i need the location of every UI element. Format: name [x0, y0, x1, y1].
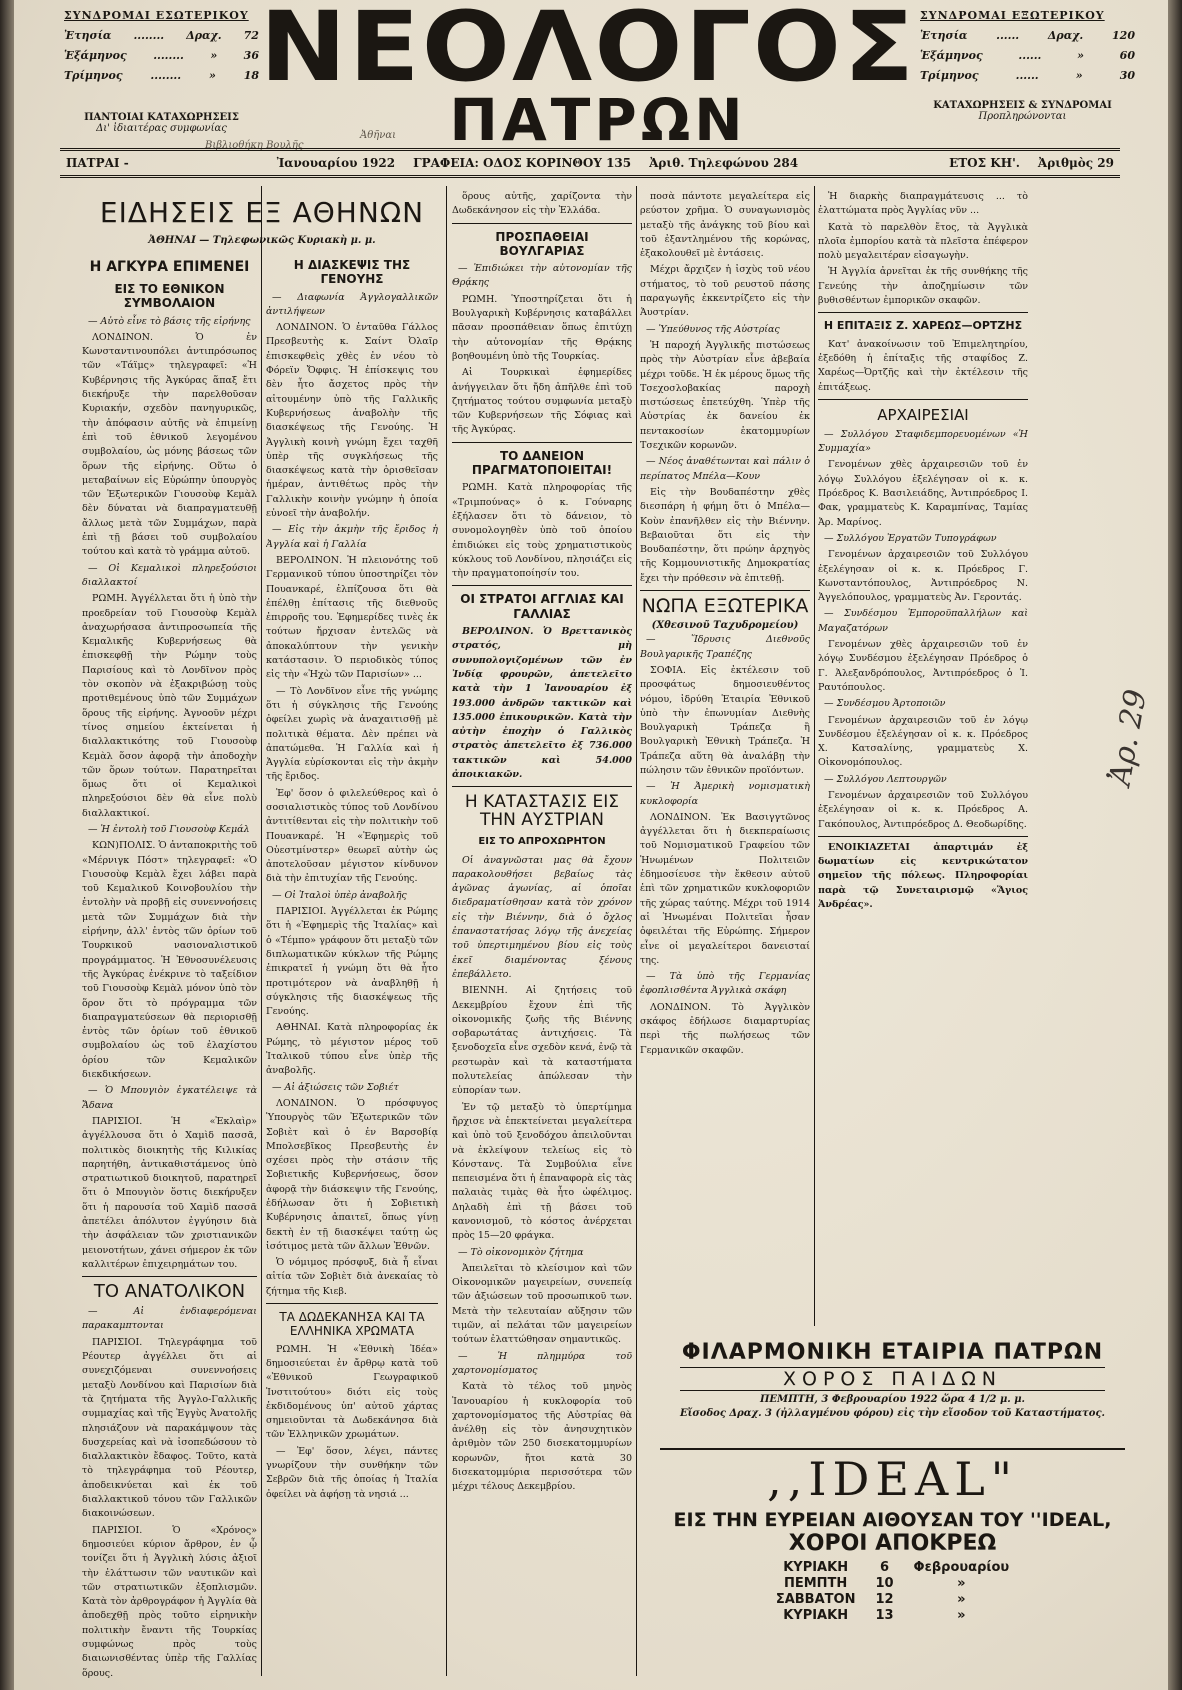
- schedule-row: ΚΥΡΙΑΚΗ 13 »: [783, 1608, 966, 1623]
- headline: Η ΑΓΚΥΡΑ ΕΠΙΜΕΝΕΙ: [89, 259, 250, 275]
- athens-news-header: [82, 190, 442, 248]
- notice-org: ΦΙΛΑΡΜΟΝΙΚΗ ΕΤΑΙΡΙΑ ΠΑΤΡΩΝ: [681, 1340, 1104, 1365]
- column-rule: [814, 186, 815, 1326]
- headline: Η ΚΑΤΑΣΤΑΣΙΣ ΕΙΣ ΤΗΝ ΑΥΣΤΡΙΑΝ: [464, 792, 620, 831]
- library-stamp: Βιβλιοθήκη Βουλῆς: [205, 140, 304, 151]
- article-paragraph: Αἱ Τουρκικαὶ ἐφημερίδες ἀνήγγειλαν ὅτι ἤδη ἀπῆλθε ἐπὶ τοῦ ζητήματος τούτου συμφωνία μεταξὺ τῶν Κυβερνήσεων τῆς Σόφιας καὶ τῆς Ἀγκύρας.: [452, 367, 632, 436]
- headline: ΝΩΠΑ ΕΞΩΤΕΡΙΚΑ: [641, 595, 809, 618]
- article-paragraph: Κατὰ τὸ τέλος τοῦ μηνὸς Ἰανουαρίου ἡ κυκλοφορία τοῦ χαρτονομίσματος τῆς Αὐστρίας θὰ ἀνέλθῃ εἰς τὸν ἀνησυχητικὸν ἀριθμὸν τῶν 250 δισεκατομμυρίων κορωνῶν, ἤτοι κατὰ 30 δισεκατομμύρια περισσότερα τῶν μέχρι τέλους Δεκεμβρίου.: [452, 1381, 632, 1493]
- ideal-advertisement: [660, 1448, 1125, 1624]
- schedule-row: ΚΥΡΙΑΚΗ 6 Φεβρουαρίου: [783, 1560, 1010, 1575]
- article-paragraph: ΡΩΜΗ. Κατὰ πληροφορίας τῆς «Τριμπούνας» ὁ κ. Γούναρης ἐξήλασεν ὅτι τὸ δάνειον, τὸ συνομολογηθὲν ὑπὸ τοῦ ὁποίου ἐπιδιώκει εἰς τοὺς χρηματιστικοὺς κύκλους τοῦ Λονδίνου, πλησιάζει εἰς τὴν πραγματοποίησίν του.: [452, 482, 632, 580]
- article-paragraph: Εἰς τὴν Βουδαπέστην χθὲς διεσπάρη ἡ φήμη ὅτι ὁ Μπέλα—Κοὺν ἐπανῆλθεν εἰς τὴν Βιέννην. Βεβαιοῦται ὅτι εἰς τὴν Βουδαπέστην, ὅτι πρώην ἀρχηγὸς τῆς Κομμουνιστικῆς Δημοκρατίας ἔχει τὴν πρόθεσιν νὰ ἐπιτεθῇ.: [640, 486, 810, 584]
- ads-note-left: ΠΑΝΤΟΙΑΙ ΚΑΤΑΧΩΡΗΣΕΙΣ Δι' ἰδιαιτέρας συμφωνίας: [84, 112, 239, 134]
- column-3: ὅρους αὐτῆς, χαρίζοντα τὴν Δωδεκάνησον εἰς τὴν Ἑλλάδα. ΠΡΟΣΠΑΘΕΙΑΙ ΒΟΥΛΓΑΡΙΑΣ — Ἐπιδιώκει τὴν αὐτονομίαν τῆς Θρᾴκης ΡΩΜΗ. Ὑποστηρίζεται ὅτι ἡ Βουλγαρικὴ Κυβέρνησις καταβάλλει πᾶσαν προσπάθειαν ὅπως ἐπιτύχῃ τὴν αὐτονομίαν τῆς Θρᾴκης βοηθουμένη ὑπὸ τῆς Τουρκίας. Αἱ Τουρκικαὶ ἐφημερίδες ἀνήγγειλαν ὅτι ἤδη ἀπῆλθε ἐπὶ τοῦ ζητήματος τούτου συμφωνία μεταξὺ τῶν Κυβερνήσεων τῆς Σόφιας καὶ τῆς Ἀγκύρας. ΤΟ ΔΑΝΕΙΟΝ ΠΡΑΓΜΑΤΟΠΟΙΕΙΤΑΙ! ΡΩΜΗ. Κατὰ πληροφορίας τῆς «Τριμπούνας» ὁ κ. Γούναρης ἐξήλασεν ὅτι τὸ δάνειον, τὸ συνομολογηθὲν ὑπὸ τοῦ ὁποίου ἐπιδιώκει εἰς τοὺς χρηματιστικοὺς κύκλους τοῦ Λονδίνου, πλησιάζει εἰς τὴν πραγματοποίησίν του. ΟΙ ΣΤΡΑΤΟΙ ΑΓΓΛΙΑΣ ΚΑΙ ΓΑΛΛΙΑΣ ΒΕΡΟΛΙΝΟΝ. Ὁ Βρεττανικὸς στρατός, μὴ συνυπολογιζομένων τῶν ἐν Ἰνδίᾳ φρουρῶν, ἀπετελεῖτο κατὰ τὴν 1 Ἰανουαρίου ἐξ 193.000 ἀνδρῶν τακτικῶν καὶ 135.000 ἐπικουρικῶν. Κατὰ τὴν αὐτὴν ἐποχὴν ὁ Γαλλικὸς στρατὸς ἀπετελεῖτο ἐξ 736.000 τακτικῶν καὶ 54.000 ἀποικιακῶν. Η ΚΑΤΑΣΤΑΣΙΣ ΕΙΣ ΤΗΝ ΑΥΣΤΡΙΑΝ ΕΙΣ ΤΟ ΑΠΡΟΧΩΡΗΤΟΝ Οἱ ἀναγνῶσται μας θὰ ἔχουν παρακολουθήσει βεβαίως τὰς ἀγῶνας ἀγωνίας, αἱ ὁποῖαι διεδραματίσθησαν κατὰ τὸν χρόνον εἰς τὴν Βιέννην, διὰ ὁ ὄχλος ἐπαναστατήσας λόγῳ τῆς ἀνεχείας τοῦ ὑπερτιμημένου βίου εἰς τοὺς ἐκεῖ διαμένοντας ξένους ἐπεβάλλετο. ΒΙΕΝΝΗ. Αἱ ζητήσεις τοῦ Δεκεμβρίου ἔχουν ἐπὶ τῆς οἰκονομικῆς ζωῆς τῆς Βιέννης σοβαρωτάτας ἀντιχήσεις. Τὰ ξενοδοχεῖα εἶνε σχεδὸν κενά, ἐνῷ τὰ ρεστωρὰν καὶ τὰ καταστήματα πολυτελείας ἀπώλεσαν τὴν εὐπορίαν των. Ἐν τῷ μεταξὺ τὸ ὑπερτίμημα ἤρχισε νὰ ἐπεκτείνεται μεγαλείτερα καὶ ὑπὸ τοῦ ξενοδόχου ἀπειλοῦνται νὰ ἐκλείψουν τελείως εἰς τὸ Κόνστανς. Τὰ Συμβούλια εἶνε πεπεισμένα ὅτι ἡ ἐπαναφορὰ εἰς τὰς παλαιὰς τιμὰς θὰ ἦτο ὠφέλιμος. Δηλαδὴ ἐπὶ τῇ βάσει τοῦ κανονισμοῦ, τὸ κόστος ἀνέρχεται πρὸς 15—20 φράγκα. — Τὸ οἰκονομικὸν ζήτημα Ἀπειλεῖται τὸ κλείσιμον καὶ τῶν Οἰκονομικῶν μαγειρείων, συνεπείᾳ τῶν ἀξιώσεων τοῦ προσωπικοῦ των. Μετὰ τὴν τελευταίαν αὔξησιν τῶν τιμῶν, αἱ πελάται τῶν μαγειρείων τούτων ἐλαττώθησαν σημαντικῶς. — Ἡ πλημμύρα τοῦ χαρτονομίσματος Κατὰ τὸ τέλος τοῦ μηνὸς Ἰανουαρίου ἡ κυκλοφορία τοῦ χαρτονομίσματος τῆς Αὐστρίας θὰ ἀνέλθῃ εἰς τὸν ἀνησυχητικὸν ἀριθμὸν τῶν 250 δισεκατομμυρίων κορωνῶν, ἤτοι κατὰ 30 δισεκατομμύρια περισσότερα τῶν μέχρι τέλους Δεκεμβρίου.: [452, 190, 632, 1497]
- ideal-schedule: [766, 1560, 1019, 1624]
- headline: ΑΡΧΑΙΡΕΣΙΑΙ: [877, 405, 969, 424]
- dateline-phone: Ἀριθ. Τηλεφώνου 284: [649, 156, 799, 170]
- ideal-line: ΕΙΣ ΤΗΝ ΕΥΡΕΙΑΝ ΑΙΘΟΥΣΑΝ ΤΟΥ ''IDEAL,: [673, 1509, 1112, 1531]
- headline: ΟΙ ΣΤΡΑΤΟΙ ΑΓΓΛΙΑΣ ΚΑΙ ΓΑΛΛΙΑΣ: [460, 592, 624, 621]
- article-paragraph: Μέχρι ἄρχιζεν ἡ ἰσχὺς τοῦ νέου στήματος, τὸ τοῦ ρευστοῦ πάσης παραγωγῆς ἐκκεντρίζετο εἰς τὴν Ἀυστρίαν.: [640, 264, 810, 319]
- schedule-row: ΠΕΜΠΤΗ 10 »: [783, 1576, 966, 1591]
- dateline-offices: ΓΡΑΦΕΙΑ: ΟΔΟΣ ΚΟΡΙΝΘΟΥ 135: [413, 156, 632, 170]
- notice-line: ΠΕΜΠΤΗ, 3 Φεβρουαρίου 1922 ὥρα 4 1/2 μ. μ.: [759, 1394, 1026, 1405]
- article-paragraph: — Ἐφ' ὅσον, λέγει, πάντες γνωρίζουν τὴν συνθήκην τῶν Σεβρῶν διὰ τῆς ὁποίας ἡ Ἰταλία ὀφείλει νὰ ἀφήσῃ τὰ νησιά ...: [266, 1445, 438, 1500]
- article-paragraph: ΛΟΝΔΙΝΟΝ. Ὁ πρόσφυγος Ὑπουργὸς τῶν Ἐξωτερικῶν τῶν Σοβιὲτ καὶ ὁ ἐν Βαρσοβίᾳ Μπολσεβῖκος Πρεσβευτὴς ἐν σχέσει πρὸς τὴν στάσιν τῆς Σοβιετικῆς Κυβερνήσεως, ὅσον ἀφορᾷ τὴν διάσκεψιν τῆς Γενούης, ἐδήλωσαν ὅτι ἡ Σοβιετικὴ Κυβέρνησις ἀπαιτεῖ, ὅπως γίνῃ δεκτὴ ἐν τῇ διασκέψει ταύτῃ ὡς ἰσότιμος μετὰ τῶν ἄλλων Ἐθνῶν.: [266, 1097, 438, 1252]
- article-paragraph: Ἐφ' ὅσον ὁ φιλελεύθερος καὶ ὁ σοσιαλιστικὸς τύπος τοῦ Λονδίνου ἀντιτίθενται εἰς τὴν πολιτικὴν τοῦ Πουανκαρέ. Ἡ «Ἐφημερὶς τοῦ Οὐεστμίνστερ» θεωρεῖ αὐτὴν ὡς ἀποτελοῦσαν μέγιστον κίνδυνον διὰ τὴν ἐπιτυχίαν τῆς Γενούης.: [266, 787, 438, 885]
- newspaper-subtitle: ΠΑΤΡΩΝ: [449, 86, 747, 154]
- dateline-date: Ἰανουαρίου 1922: [276, 156, 396, 170]
- notice-event: ΧΟΡΟΣ ΠΑΙΔΩΝ: [680, 1367, 1105, 1391]
- article-paragraph: Ἡ Ἀγγλία ἀρνεῖται ἐκ τῆς συνθήκης τῆς Γενεύης τὴν ἀποζημίωσιν τῶν βυθισθέντων ἐμπορικῶν σκαφῶν.: [818, 266, 1028, 307]
- article-paragraph: ποσὰ πάντοτε μεγαλείτερα εἰς ρεύστον χρῆμα. Ὁ συναγωνισμὸς μεταξὺ τῆς ἀνάγκης τοῦ βίου καὶ τοῦ ἐξαντλημένου τῆς κορώνας, ἐξακολουθεῖ μὲ ἐντάσεις.: [640, 191, 810, 260]
- subscription-row: Τρίμηνος ...... » 30: [920, 69, 1135, 82]
- article-paragraph: ΒΕΡΟΛΙΝΟΝ. Ἡ πλειονότης τοῦ Γερμανικοῦ τύπου ὑποστηρίζει τὸν Πουανκαρέ, ἐλπίζουσα ὅτι θὰ ἐπέλθῃ ἐπίτασις τῆς διεθνοῦς ἐπιρροῆς του. Ἐφημερίδες τινὲς ἐκ τούτων ἤρχισαν ἐντελῶς νὰ ἀποκαλύπτουν τὴν γενικὴν κατάστασιν. Ὁ περιοδικὸς τύπος εἰς τὴν «Ἡχὼ τῶν Παρισίων» ...: [266, 554, 438, 681]
- column-rule: [261, 186, 262, 1676]
- library-stamp-city: Ἀθῆναι: [360, 130, 396, 141]
- article-paragraph: Ἐν τῷ μεταξὺ τὸ ὑπερτίμημα ἤρχισε νὰ ἐπεκτείνεται μεγαλείτερα καὶ ὑπὸ τοῦ ξενοδόχου ἀπειλοῦνται νὰ ἐκλείψουν τελείως εἰς τὸ Κόνστανς. Τὰ Συμβούλια εἶνε πεπεισμένα ὅτι ἡ ἐπαναφορὰ εἰς τὰς παλαιὰς τιμὰς θὰ ἦτο ὠφέλιμος. Δηλαδὴ ἐπὶ τῇ βάσει τοῦ κανονισμοῦ, τὸ κόστος ἀνέρχεται πρὸς 15—20 φράγκα.: [452, 1101, 632, 1242]
- article-paragraph: Γενομένων ἀρχαιρεσιῶν τοῦ ἐν λόγῳ Συνδέσμου ἐξελέγησαν οἱ κ. κ. Πρόεδρος Χ. Κατσαλίνης, γραμματεὺς Χ. Οἰκονομόπουλος.: [818, 714, 1028, 769]
- philharmonic-notice: [660, 1340, 1125, 1421]
- ads-note-right: ΚΑΤΑΧΩΡΗΣΕΙΣ & ΣΥΝΔΡΟΜΑΙ Προπληρώνονται: [933, 100, 1112, 122]
- article-paragraph: ΑΘΗΝΑΙ. Κατὰ πληροφορίας ἐκ Ρώμης, τὸ μέγιστον μέρος τοῦ Ἰταλικοῦ τύπου εἶνε ὑπὲρ τῆς ἀναβολῆς.: [266, 1022, 438, 1077]
- article-paragraph: Κατὰ τὸ παρελθὸν ἔτος, τὰ Ἀγγλικὰ πλοῖα ἐμπορίου κατὰ τὰ πλεῖστα ἐπέφερον πολὺ μεγαλειτέραν εἰσαγωγὴν.: [818, 221, 1028, 262]
- subscription-row: Ἑξάμηνος ...... » 60: [920, 49, 1135, 62]
- dateline-city: ΠΑΤΡΑΙ -: [66, 156, 129, 170]
- article-paragraph: ΒΕΡΟΛΙΝΟΝ. Ὁ Βρεττανικὸς στρατός, μὴ συνυπολογιζομένων τῶν ἐν Ἰνδίᾳ φρουρῶν, ἀπετελεῖτο κατὰ τὴν 1 Ἰανουαρίου ἐξ 193.000 ἀνδρῶν τακτικῶν καὶ 135.000 ἐπικουρικῶν. Κατὰ τὴν αὐτὴν ἐποχὴν ὁ Γαλλικὸς στρατὸς ἀπετελεῖτο ἐξ 736.000 τακτικῶν καὶ 54.000 ἀποικιακῶν.: [452, 626, 632, 780]
- article-paragraph: ΠΑΡΙΣΙΟΙ. Ὁ «Χρόνος» δημοσιεύει κύριον ἄρθρον, ἐν ᾧ τονίζει ὅτι ἡ Ἀγγλικὴ λύσις ἀξιοῖ τὴν ἐλάττωσιν τῶν ναυτικῶν καὶ τῶν στρατιωτικῶν ἐξοπλισμῶν. Κατὰ τὸν ἀρθρογράφον ἡ Ἀγγλία θὰ ἀποδεχθῇ πρὸς τοῦτο εἰρηνικὴν πολιτικὴν ἔναντι τῆς Τουρκίας συμφώνως πρὸς τοὺς διαιωνισθέντας ὑπὲρ τῆς Γαλλίας ὅρους.: [82, 1524, 257, 1679]
- article-paragraph: Ὁ νόμιμος πρόσφυξ, διὰ ἦ εἶναι αἰτία τῶν Σοβιὲτ διὰ ἀνεκαίας τὸ ζήτημα τῆς Κιεβ.: [266, 1257, 438, 1297]
- headline: ΤΟ ΔΑΝΕΙΟΝ ΠΡΑΓΜΑΤΟΠΟΙΕΙΤΑΙ!: [471, 448, 613, 478]
- article-paragraph: Γενομένων ἀρχαιρεσιῶν τοῦ Συλλόγου ἐξελέγησαν οἱ κ. κ. Πρόεδρος Α. Γακόπουλος, Ἀντιπρόεδρος Δ. Θεοδωρίδης.: [818, 789, 1028, 830]
- article-paragraph: ΚΩΝ)ΠΟΛΙΣ. Ὁ ἀνταποκριτὴς τοῦ «Μέρνιγκ Πόστ» τηλεγραφεῖ: «Ὁ Γιουσοὺφ Κεμὰλ ἔχει λάβει παρὰ τοῦ Κεμαλικοῦ Κοινοβουλίου τὴν ἐντολὴν νὰ προβῇ εἰς συνεννοήσεις μετὰ τῶν Συμμάχων διὰ τὴν εἰρήνην, ἀλλ' ἐντὸς τῶν ὁρίων τοῦ Τουρκικοῦ νασιοναλιστικοῦ προγράμματος. Ἡ Ἐθνοσυνέλευσις τῆς Ἀγκύρας ἐνέκρινε τὸ ταξείδιον τοῦ Γιουσοὺφ Κεμὰλ μόνον ὑπὸ τὸν ὅρον ὅτι τὸ πρόγραμμα τῶν διαπραγματεύσεων θὰ περιορισθῇ ἐντὸς τῶν ὁρίων τοῦ ἐθνικοῦ συμβολαίου ὡς τοῦ ἐλαχίστου ὁρίου τῶν Κεμαλικῶν διεκδικήσεων.: [82, 840, 257, 1081]
- article-paragraph: ΠΑΡΙΣΙΟΙ. Ἀγγέλλεται ἐκ Ρώμης ὅτι ἡ «Ἐφημερὶς τῆς Ἰταλίας» καὶ ὁ «Τέμπο» γράφουν ὅτι μεταξὺ τῶν διπλωματικῶν κύκλων τῆς Ρώμης ἐπικρατεῖ ἡ γνώμη ὅτι θὰ ἦτο προτιμότερον νὰ ἀναβληθῇ ἡ σύγκλησις τῆς διασκέψεως τῆς Γενούης.: [266, 906, 438, 1018]
- column-2: Η ΔΙΑΣΚΕΨΙΣ ΤΗΣ ΓΕΝΟΥΗΣ — Διαφωνία Ἀγγλογαλλικῶν ἀντιλήψεων ΛΟΝΔΙΝΟΝ. Ὁ ἐνταῦθα Γάλλος Πρεσβευτὴς κ. Σαίντ Ὀλαῖρ ἐπισκεφθεὶς χθὲς ἐν νέου τὸ Φόρεϊν Ὄφφις. Ἡ ἐπίσκεψις του δὲν ἦτο ἄσχετος πρὸς τὴν αἰτουμένην ὑπὸ τῆς Γαλλικῆς Κυβερνήσεως ἀναβολὴν τῆς διασκέψεως τῆς Γενούης. Ἡ Ἀγγλικὴ κοινὴ γνώμη ἔχει ταχθῆ ὑπὲρ τῆς συγκλήσεως τῆς διασκέψεως κατὰ τὴν ὁρισθεῖσαν ἡμέραν, ἀντιθέτως πρὸς τὴν Γαλλικὴν κοινὴν γνώμην ἡ ὁποία εὐνοεῖ τὴν ἀναβολήν. — Εἰς τὴν ἀκμὴν τῆς ἔριδος ἡ Ἀγγλία καὶ ἡ Γαλλία ΒΕΡΟΛΙΝΟΝ. Ἡ πλειονότης τοῦ Γερμανικοῦ τύπου ὑποστηρίζει τὸν Πουανκαρέ, ἐλπίζουσα ὅτι θὰ ἐπέλθῃ ἐπίτασις τῆς διεθνοῦς ἐπιρροῆς του. Ἐφημερίδες τινὲς ἐκ τούτων ἤρχισαν ἐντελῶς νὰ ἀποκαλύπτουν τὴν γενικὴν κατάστασιν. Ὁ περιοδικὸς τύπος εἰς τὴν «Ἡχὼ τῶν Παρισίων» ... — Τὸ Λονδῖνον εἶνε τῆς γνώμης ὅτι ἡ σύγκλησις τῆς Γενούης ὀφείλει χωρὶς νὰ ἀναχαιτισθῇ μὲ πολιτικὰ θέματα. Δὲν πρέπει νὰ ἀπατώμεθα. Ἡ Γαλλία καὶ ἡ Ἀγγλία εὑρίσκονται εἰς τὴν ἀκμὴν τῆς ἔριδος. Ἐφ' ὅσον ὁ φιλελεύθερος καὶ ὁ σοσιαλιστικὸς τύπος τοῦ Λονδίνου ἀντιτίθενται εἰς τὴν πολιτικὴν τοῦ Πουανκαρέ. Ἡ «Ἐφημερὶς τοῦ Οὐεστμίνστερ» θεωρεῖ αὐτὴν ὡς ἀποτελοῦσαν μέγιστον κίνδυνον διὰ τὴν ἐπιτυχίαν τῆς Γενούης. — Οἱ Ἰταλοὶ ὑπὲρ ἀναβολῆς ΠΑΡΙΣΙΟΙ. Ἀγγέλλεται ἐκ Ρώμης ὅτι ἡ «Ἐφημερὶς τῆς Ἰταλίας» καὶ ὁ «Τέμπο» γράφουν ὅτι μεταξὺ τῶν διπλωματικῶν κύκλων τῆς Ρώμης ἐπικρατεῖ ἡ γνώμη ὅτι θὰ ἦτο προτιμότερον νὰ ἀναβληθῇ ἡ σύγκλησις τῆς διασκέψεως τῆς Γενούης. ΑΘΗΝΑΙ. Κατὰ πληροφορίας ἐκ Ρώμης, τὸ μέγιστον μέρος τοῦ Ἰταλικοῦ τύπου εἶνε ὑπὲρ τῆς ἀναβολῆς. — Αἱ ἀξιώσεις τῶν Σοβιέτ ΛΟΝΔΙΝΟΝ. Ὁ πρόσφυγος Ὑπουργὸς τῶν Ἐξωτερικῶν τῶν Σοβιὲτ καὶ ὁ ἐν Βαρσοβίᾳ Μπολσεβῖκος Πρεσβευτὴς ἐν σχέσει πρὸς τὴν στάσιν τῆς Σοβιετικῆς Κυβερνήσεως, ὅσον ἀφορᾷ τὴν διάσκεψιν τῆς Γενούης, ἐδήλωσαν ὅτι ἡ Σοβιετικὴ Κυβέρνησις ἀπαιτεῖ, ὅπως γίνῃ δεκτὴ ἐν τῇ διασκέψει ταύτῃ ὡς ἰσότιμος μετὰ τῶν ἄλλων Ἐθνῶν. Ὁ νόμιμος πρόσφυξ, διὰ ἦ εἶναι αἰτία τῶν Σοβιὲτ διὰ ἀνεκαίας τὸ ζήτημα τῆς Κιεβ. ΤΑ ΔΩΔΕΚΑΝΗΣΑ ΚΑΙ ΤΑ ΕΛΛΗΝΙΚΑ ΧΡΩΜΑΤΑ ΡΩΜΗ. Ἡ «Ἐθνικὴ Ἰδέα» δημοσιεύεται ἐν ἄρθρῳ κατὰ τοῦ «Ἐθνικοῦ Γεωγραφικοῦ Ἰνστιτούτου» διότι εἰς τοὺς ἐκδιδομένους ὑπ' αὐτοῦ χάρτας σημειοῦνται τὰ Δωδεκάνησα διὰ τῶν Ἑλληνικῶν χρωμάτων. — Ἐφ' ὅσον, λέγει, πάντες γνωρίζουν τὴν συνθήκην τῶν Σεβρῶν διὰ τῆς ὁποίας ἡ Ἰταλία ὀφείλει νὰ ἀφήσῃ τὰ νησιά ...: [266, 252, 438, 1504]
- headline-sub: (Χθεσινοῦ Ταχυδρομείου): [651, 620, 799, 632]
- schedule-row: ΣΑΒΒΑΤΟΝ 12 »: [775, 1592, 966, 1607]
- page-edge-left: [0, 0, 14, 1690]
- column-rule: [636, 186, 637, 1676]
- dateline-year: ΕΤΟΣ ΚΗ'.: [949, 156, 1020, 170]
- article-paragraph: ΠΑΡΙΣΙΟΙ. Τηλεγράφημα τοῦ Ρέουτερ ἀγγέλλει ὅτι αἱ συνεχιζόμεναι συνεννοήσεις μεταξὺ Λονδίνου καὶ Παρισίων διὰ τὰ ζητήματα τῆς Ἀγγλο-Γαλλικῆς συμμαχίας καὶ τῆς Ἐγγὺς Ἀνατολῆς πλησιάζουν νὰ παρακάμψουν τὰς δυσχερείας καὶ νὰ ἰσοπεδώσουν τὸ διαλλακτικὸν ἔδαφος. Τοῦτο, κατὰ τὸ τηλεγράφημα τοῦ Ρέουτερ, ἀποδεικνύεται καὶ ἐκ τοῦ διαλλακτικοῦ τόνου τῶν Γαλλικῶν διακοινώσεων.: [82, 1336, 257, 1520]
- article-paragraph: ΛΟΝΔΙΝΟΝ. Ὁ ἐν Κωνσταντινουπόλει ἀντιπρόσωπος τῶν «Τάϊμς» τηλεγραφεῖ: «Ἡ Κυβέρνησις τῆς Ἀγκύρας ἅπαξ ἔτι διεκήρυξε τὴν παρελθοῦσαν Κυριακήν, σχεδὸν πανηγυρικῶς, τὴν ἀπόφασιν αὐτῆς νὰ ἐπιμείνῃ ἐπὶ τοῦ ἐθνικοῦ λεγομένου συμβολαίου, ὡς μόνης βάσεως τῶν ὅρων τῆς εἰρήνης. Οὕτω ὁ μεταβαίνων εἰς Εὐρώπην ὑπουργὸς τῶν Ἐξωτερικῶν Γιουσοὺφ Κεμὰλ δὲν δύναται νὰ διαπραγματευθῇ ἄλλως μετὰ τῶν Συμμάχων, παρὰ ἐπὶ τῇ βάσει τοῦ συμβολαίου τούτου καὶ κατὰ τὸ γράμμα αὐτοῦ.: [82, 331, 257, 558]
- article-paragraph: ΡΩΜΗ. Ἀγγέλλεται ὅτι ἡ ὑπὸ τὴν προεδρείαν τοῦ Γιουσοὺφ Κεμὰλ ἀναχωρήσασα ἀντιπροσωπεία τῆς Κεμαλικῆς Κυβερνήσεως θὰ ἐπισκεφθῇ τὴν Ρώμην τοὺς Παρισίους καὶ τὸ Λονδῖνον πρὸς τὸν σκοπὸν νὰ ἐξακριβώσῃ τοὺς προτιθεμένους ὑπὸ τῶν Συμμάχων ὅρους τῆς εἰρήνης. Ἀγνοοῦν μέχρι τίνος σημείου ἐκτείνεται ἡ διαλλακτικότης τοῦ Γιουσοὺφ Κεμὰλ ὅσον ἀφορᾷ τὴν ἀποδοχὴν τῶν ὅρων τούτων. Παρατηρεῖται ὅμως ὅτι οἱ Κεμαλικοὶ πληρεξούσιοι δὲν θὰ εἶνε πολὺ διαλλακτικοί.: [82, 593, 257, 819]
- article-paragraph: Ἡ διαρκὴς διαπραγμάτευσις ... τὸ ἐλαττώματα πρὸς Ἀγγλίας νῦν ...: [818, 191, 1028, 217]
- headline-sub: ΕΙΣ ΤΟ ΕΘΝΙΚΟΝ ΣΥΜΒΟΛΑΙΟΝ: [114, 282, 225, 311]
- ideal-name: ,,IDEAL": [767, 1452, 1018, 1506]
- article-paragraph: Κατ' ἀνακοίνωσιν τοῦ Ἐπιμελητηρίου, ἐξεδόθη ἡ ἐπίταξις τῆς σταφίδος Ζ. Χαρέως—Ὀρτζῆς καὶ τὴν ἐκτέλεσιν τῆς ἐπιτάξεως.: [818, 338, 1028, 393]
- notice-line: Εἴσοδος Δραχ. 3 (ἠλλαγμένου φόρου) εἰς τὴν εἴσοδον τοῦ Καταστήματος.: [679, 1408, 1106, 1419]
- article-paragraph: ΡΩΜΗ. Ἡ «Ἐθνικὴ Ἰδέα» δημοσιεύεται ἐν ἄρθρῳ κατὰ τοῦ «Ἐθνικοῦ Γεωγραφικοῦ Ἰνστιτούτου» διότι εἰς τοὺς ἐκδιδομένους ὑπ' αὐτοῦ χάρτας σημειοῦνται τὰ Δωδεκάνησα διὰ τῶν Ἑλληνικῶν χρωμάτων.: [266, 1343, 438, 1441]
- subscriptions-foreign-heading: ΣΥΝΔΡΟΜΑΙ ΕΞΩΤΕΡΙΚΟΥ: [920, 9, 1105, 22]
- article-paragraph: Γενομένων χθὲς ἀρχαιρεσιῶν τοῦ ἐν λόγῳ Συνδέσμου ἐξελέγησαν Πρόεδρος ὁ Γ. Ἀλεξανδρόπουλος, Ἀντιπρόεδρος ὁ Ἰ. Ραυτόπουλος.: [818, 639, 1028, 693]
- article-paragraph: ΣΟΦΙΑ. Εἰς ἐκτέλεσιν τοῦ προσφάτως δημοσιευθέντος νόμου, ἱδρύθη Ἑταιρία Ἐθνικοῦ ὑπὸ τὴν ἐπωνυμίαν Διεθνὴς Βουλγαρικὴ Τράπεζα ἢ Βουλγαρικὴ Ἐθνικὴ Τράπεζα. Ἡ Τράπεζα αὕτη θὰ ἀναλάβῃ τὴν πώλησιν τῶν ἐθνικῶν προϊόντων.: [640, 664, 810, 776]
- article-paragraph: ΠΑΡΙΣΙΟΙ. Ἡ «Ἐκλαὶρ» ἀγγέλλουσα ὅτι ὁ Χαμὶδ πασσᾶ, πολιτικὸς διοικητὴς τῆς Κιλικίας παρητήθη, ἀντικαθιστάμενος ὑπὸ στρατιωτικοῦ διοικητοῦ, παρατηρεῖ ὅτι ὁ Μπουγιὸν ὅστις διεκήρυξεν ὅτι ἡ παρουσία τοῦ Χαμὶδ πασσᾶ ἀπετέλει ἀπόλυτον ἐγγύησιν διὰ τὴν ἀσφάλειαν τῶν χριστιανικῶν μειονοτήτων, χάνει σήμερον ἐκ τῶν καλλιτέρων ἐπιχειρημάτων του.: [82, 1115, 257, 1270]
- subscription-row: Ἐτησία ...... Δραχ. 120: [920, 29, 1135, 42]
- handwritten-annotation: Ἀρ. 29: [1102, 686, 1154, 789]
- newspaper-title: ΝΕΟΛΟΓΟΣ: [259, 0, 917, 103]
- subscriptions-foreign: [920, 6, 1135, 86]
- headline-sub: ΕΙΣ ΤΟ ΑΠΡΟΧΩΡΗΤΟΝ: [478, 836, 606, 848]
- headline: ΤΟ ΑΝΑΤΟΛΙΚΟΝ: [93, 1281, 246, 1303]
- page-edge-right: [1168, 0, 1182, 1690]
- headline: ΠΡΟΣΠΑΘΕΙΑΙ ΒΟΥΛΓΑΡΙΑΣ: [495, 229, 589, 258]
- article-paragraph: ΒΙΕΝΝΗ. Αἱ ζητήσεις τοῦ Δεκεμβρίου ἔχουν ἐπὶ τῆς οἰκονομικῆς ζωῆς τῆς Βιέννης σοβαρωτάτας ἀντιχήσεις. Τὰ ξενοδοχεῖα εἶνε σχεδὸν κενά, ἐνῷ τὰ ρεστωρὰν καὶ τὰ καταστήματα πολυτελείας ἀπώλεσαν τὴν εὐπορίαν των.: [452, 985, 632, 1097]
- subscriptions-domestic-heading: ΣΥΝΔΡΟΜΑΙ ΕΣΩΤΕΡΙΚΟΥ: [64, 9, 249, 22]
- article-paragraph: Γενομένων χθὲς ἀρχαιρεσιῶν τοῦ ἐν λόγῳ Συλλόγου ἐξελέγησαν οἱ κ. κ. Πρόεδρος Κ. Βασιλειάδης, Ἀντιπρόεδρος Ι. Φακ, γραμματεὺς Κ. Καραμπίνας, Ταμίας Ἀρ. Μαρίνος.: [818, 459, 1028, 528]
- article-paragraph: Ἡ παροχή Ἀγγλικῆς πιστώσεως πρὸς τὴν Αὐστρίαν εἶνε ἀβεβαία μέχρι τοῦδε. Ἡ ἐκ μέρους ὅμως τῆς Τσεχοσλοβακίας παροχὴ πιστώσεως ἐπετεύχθη. Ὑπὲρ τῆς Αὐστρίας ἐκ δανείου ἐκ πεντακοσίων ἑκατομμυρίων Τσεχικῶν κορωνῶν.: [640, 339, 810, 452]
- article-paragraph: Ἀπειλεῖται τὸ κλείσιμον καὶ τῶν Οἰκονομικῶν μαγειρείων, συνεπείᾳ τῶν ἀξιώσεων τοῦ προσωπικοῦ των. Μετὰ τὴν τελευταίαν αὔξησιν τῶν τιμῶν, αἱ πελάται τῶν μαγειρείων τούτων ἐλαττώθησαν σημαντικῶς.: [452, 1262, 632, 1346]
- column-1: Η ΑΓΚΥΡΑ ΕΠΙΜΕΝΕΙ ΕΙΣ ΤΟ ΕΘΝΙΚΟΝ ΣΥΜΒΟΛΑΙΟΝ — Αὐτὸ εἶνε τὸ βάσις τῆς εἰρήνης ΛΟΝΔΙΝΟΝ. Ὁ ἐν Κωνσταντινουπόλει ἀντιπρόσωπος τῶν «Τάϊμς» τηλεγραφεῖ: «Ἡ Κυβέρνησις τῆς Ἀγκύρας ἅπαξ ἔτι διεκήρυξε τὴν παρελθοῦσαν Κυριακήν, σχεδὸν πανηγυρικῶς, τὴν ἀπόφασιν αὐτῆς νὰ ἐπιμείνῃ ἐπὶ τοῦ ἐθνικοῦ λεγομένου συμβολαίου, ὡς μόνης βάσεως τῶν ὅρων τῆς εἰρήνης. Οὕτω ὁ μεταβαίνων εἰς Εὐρώπην ὑπουργὸς τῶν Ἐξωτερικῶν Γιουσοὺφ Κεμὰλ δὲν δύναται νὰ διαπραγματευθῇ ἄλλως μετὰ τῶν Συμμάχων, παρὰ ἐπὶ τῇ βάσει τοῦ συμβολαίου τούτου καὶ κατὰ τὸ γράμμα αὐτοῦ. — Οἱ Κεμαλικοὶ πληρεξούσιοι διαλλακτοί ΡΩΜΗ. Ἀγγέλλεται ὅτι ἡ ὑπὸ τὴν προεδρείαν τοῦ Γιουσοὺφ Κεμὰλ ἀναχωρήσασα ἀντιπροσωπεία τῆς Κεμαλικῆς Κυβερνήσεως θὰ ἐπισκεφθῇ τὴν Ρώμην τοὺς Παρισίους καὶ τὸ Λονδῖνον πρὸς τὸν σκοπὸν νὰ ἐξακριβώσῃ τοὺς προτιθεμένους ὑπὸ τῶν Συμμάχων ὅρους τῆς εἰρήνης. Ἀγνοοῦν μέχρι τίνος σημείου ἐκτείνεται ἡ διαλλακτικότης τοῦ Γιουσοὺφ Κεμὰλ ὅσον ἀφορᾷ τὴν ἀποδοχὴν τῶν ὅρων τούτων. Παρατηρεῖται ὅμως ὅτι οἱ Κεμαλικοὶ πληρεξούσιοι δὲν θὰ εἶνε πολὺ διαλλακτικοί. — Ἡ ἐντολὴ τοῦ Γιουσοὺφ Κεμάλ ΚΩΝ)ΠΟΛΙΣ. Ὁ ἀνταποκριτὴς τοῦ «Μέρνιγκ Πόστ» τηλεγραφεῖ: «Ὁ Γιουσοὺφ Κεμὰλ ἔχει λάβει παρὰ τοῦ Κεμαλικοῦ Κοινοβουλίου τὴν ἐντολὴν νὰ προβῇ εἰς συνεννοήσεις μετὰ τῶν Συμμάχων διὰ τὴν εἰρήνην, ἀλλ' ἐντὸς τῶν ὁρίων τοῦ Τουρκικοῦ νασιοναλιστικοῦ προγράμματος. Ἡ Ἐθνοσυνέλευσις τῆς Ἀγκύρας ἐνέκρινε τὸ ταξείδιον τοῦ Γιουσοὺφ Κεμὰλ μόνον ὑπὸ τὸν ὅρον ὅτι τὸ πρόγραμμα τῶν διαπραγματεύσεων θὰ περιορισθῇ ἐντὸς τῶν ὁρίων τοῦ ἐθνικοῦ συμβολαίου ὡς τοῦ ἐλαχίστου ὁρίου τῶν Κεμαλικῶν διεκδικήσεων. — Ὁ Μπουγιὸν ἐγκατέλειψε τὰ Ἄδανα ΠΑΡΙΣΙΟΙ. Ἡ «Ἐκλαὶρ» ἀγγέλλουσα ὅτι ὁ Χαμὶδ πασσᾶ, πολιτικὸς διοικητὴς τῆς Κιλικίας παρητήθη, ἀντικαθιστάμενος ὑπὸ στρατιωτικοῦ διοικητοῦ, παρατηρεῖ ὅτι ὁ Μπουγιὸν ὅστις διεκήρυξεν ὅτι ἡ παρουσία τοῦ Χαμὶδ πασσᾶ ἀπετέλει ἀπόλυτον ἐγγύησιν διὰ τὴν ἀσφάλειαν τῶν χριστιανικῶν μειονοτήτων, χάνει σήμερον ἐκ τῶν καλλιτέρων ἐπιχειρημάτων του. ΤΟ ΑΝΑΤΟΛΙΚΟΝ — Αἱ ἐνδιαφερόμεναι παρακαμπτονται ΠΑΡΙΣΙΟΙ. Τηλεγράφημα τοῦ Ρέουτερ ἀγγέλλει ὅτι αἱ συνεχιζόμεναι συνεννοήσεις μεταξὺ Λονδίνου καὶ Παρισίων διὰ τὰ ζητήματα τῆς Ἀγγλο-Γαλλικῆς συμμαχίας καὶ τῆς Ἐγγὺς Ἀνατολῆς πλησιάζουν νὰ παρακάμψουν τὰς δυσχερείας καὶ νὰ ἰσοπεδώσουν τὸ διαλλακτικὸν ἔδαφος. Τοῦτο, κατὰ τὸ τηλεγράφημα τοῦ Ρέουτερ, ἀποδεικνύεται καὶ ἐκ τοῦ διαλλακτικοῦ τόνου τῶν Γαλλικῶν διακοινώσεων. ΠΑΡΙΣΙΟΙ. Ὁ «Χρόνος» δημοσιεύει κύριον ἄρθρον, ἐν ᾧ τονίζει ὅτι ἡ Ἀγγλικὴ λύσις ἀξιοῖ τὴν ἐλάττωσιν τῶν ναυτικῶν καὶ τῶν στρατιωτικῶν ἐξοπλισμῶν. Κατὰ τὸν ἀρθρογράφον ἡ Ἀγγλία θὰ ἀποδεχθῇ πρὸς τοῦτο εἰρηνικὴν πολιτικὴν ἔναντι τῆς Τουρκίας συμφώνως πρὸς τοὺς διαιωνισθέντας ὑπὲρ τῆς Γαλλίας ὅρους.: [82, 252, 257, 1680]
- article-paragraph: ΛΟΝΔΙΝΟΝ. Τὸ Ἀγγλικὸν σκάφος ἐδήλωσε διαμαρτυρίας περὶ τῆς πωλήσεως τῶν Γερμανικῶν σκαφῶν.: [640, 1001, 810, 1056]
- article-paragraph: ΡΩΜΗ. Ὑποστηρίζεται ὅτι ἡ Βουλγαρικὴ Κυβέρνησις καταβάλλει πᾶσαν προσπάθειαν ὅπως ἐπιτύχῃ τὴν αὐτονομίαν τῆς Θρᾴκης βοηθουμένη ὑπὸ τῆς Τουρκίας.: [452, 293, 632, 362]
- headline: ΤΑ ΔΩΔΕΚΑΝΗΣΑ ΚΑΙ ΤΑ ΕΛΛΗΝΙΚΑ ΧΡΩΜΑΤΑ: [279, 1310, 425, 1339]
- article-paragraph: Γενομένων ἀρχαιρεσιῶν τοῦ Συλλόγου ἐξελέγησαν οἱ κ. κ. Πρόεδρος Γ. Κωνσταντόπουλος, Ἀντιπρόεδρος Ν. Ἀγγελόπουλος, γραμματεὺς Ἀν. Γεροντάς.: [818, 549, 1028, 604]
- column-rule: [446, 186, 447, 1676]
- section-byline: ἈΘΗΝΑΙ — Τηλεφωνικῶς Κυριακὴ μ. μ.: [148, 235, 376, 246]
- article-paragraph: — Τὸ Λονδῖνον εἶνε τῆς γνώμης ὅτι ἡ σύγκλησις τῆς Γενούης ὀφείλει χωρὶς νὰ ἀναχαιτισθῇ μὲ πολιτικὰ θέματα. Δὲν πρέπει νὰ ἀπατώμεθα. Ἡ Γαλλία καὶ ἡ Ἀγγλία εὑρίσκονται εἰς τὴν ἀκμὴν τῆς ἔριδος.: [266, 685, 438, 783]
- column-5: Ἡ διαρκὴς διαπραγμάτευσις ... τὸ ἐλαττώματα πρὸς Ἀγγλίας νῦν ... Κατὰ τὸ παρελθὸν ἔτος, τὰ Ἀγγλικὰ πλοῖα ἐμπορίου κατὰ τὰ πλεῖστα ἐπέφερον πολὺ μεγαλειτέραν εἰσαγωγὴν. Ἡ Ἀγγλία ἀρνεῖται ἐκ τῆς συνθήκης τῆς Γενεύης τὴν ἀποζημίωσιν τῶν βυθισθέντων ἐμπορικῶν σκαφῶν. Η ΕΠΙΤΑΞΙΣ Ζ. ΧΑΡΕΩΣ—ΟΡΤΖΗΣ Κατ' ἀνακοίνωσιν τοῦ Ἐπιμελητηρίου, ἐξεδόθη ἡ ἐπίταξις τῆς σταφίδος Ζ. Χαρέως—Ὀρτζῆς καὶ τὴν ἐκτέλεσιν τῆς ἐπιτάξεως. ΑΡΧΑΙΡΕΣΙΑΙ — Συλλόγου Σταφιδεμπορευομένων «Ἡ Συμμαχία» Γενομένων χθὲς ἀρχαιρεσιῶν τοῦ ἐν λόγῳ Συλλόγου ἐξελέγησαν οἱ κ. κ. Πρόεδρος Κ. Βασιλειάδης, Ἀντιπρόεδρος Ι. Φακ, γραμματεὺς Κ. Καραμπίνας, Ταμίας Ἀρ. Μαρίνος. — Συλλόγου Ἐργατῶν Τυπογράφων Γενομένων ἀρχαιρεσιῶν τοῦ Συλλόγου ἐξελέγησαν οἱ κ. κ. Πρόεδρος Γ. Κωνσταντόπουλος, Ἀντιπρόεδρος Ν. Ἀγγελόπουλος, γραμματεὺς Ἀν. Γεροντάς. — Συνδέσμου Ἐμποροϋπαλλήλων καὶ Μαγαζατόρων Γενομένων χθὲς ἀρχαιρεσιῶν τοῦ ἐν λόγῳ Συνδέσμου ἐξελέγησαν Πρόεδρος ὁ Γ. Ἀλεξανδρόπουλος, Ἀντιπρόεδρος ὁ Ἰ. Ραυτόπουλος. — Συνδέσμου Ἀρτοποιῶν Γενομένων ἀρχαιρεσιῶν τοῦ ἐν λόγῳ Συνδέσμου ἐξελέγησαν οἱ κ. κ. Πρόεδρος Χ. Κατσαλίνης, γραμματεὺς Χ. Οἰκονομόπουλος. — Συλλόγου Λεπτουργῶν Γενομένων ἀρχαιρεσιῶν τοῦ Συλλόγου ἐξελέγησαν οἱ κ. κ. Πρόεδρος Α. Γακόπουλος, Ἀντιπρόεδρος Δ. Θεοδωρίδης. ΕΝΟΙΚΙΑΖΕΤΑΙ ἀπαρτιμάν ἐξ δωματίων εἰς κεντρικώτατον σημεῖον τῆς πόλεως. Πληροφορίαι παρὰ τῷ Συνεταιρισμῷ «Ἅγιος Ἀνδρέας».: [818, 190, 1028, 914]
- article-paragraph: ΛΟΝΔΙΝΟΝ. Ὁ ἐνταῦθα Γάλλος Πρεσβευτὴς κ. Σαίντ Ὀλαῖρ ἐπισκεφθεὶς χθὲς ἐν νέου τὸ Φόρεϊν Ὄφφις. Ἡ ἐπίσκεψις του δὲν ἦτο ἄσχετος πρὸς τὴν αἰτουμένην ὑπὸ τῆς Γαλλικῆς Κυβερνήσεως ἀναβολὴν τῆς διασκέψεως τῆς Γενούης. Ἡ Ἀγγλικὴ κοινὴ γνώμη ἔχει ταχθῆ ὑπὲρ τῆς συγκλήσεως τῆς διασκέψεως κατὰ τὴν ὁρισθεῖσαν ἡμέραν, ἀντιθέτως πρὸς τὴν Γαλλικὴν κοινὴν γνώμην ἡ ὁποία εὐνοεῖ τὴν ἀναβολήν.: [266, 322, 438, 520]
- column-4: ποσὰ πάντοτε μεγαλείτερα εἰς ρεύστον χρῆμα. Ὁ συναγωνισμὸς μεταξὺ τῆς ἀνάγκης τοῦ βίου καὶ τοῦ ἐξαντλημένου τῆς κορώνας, ἐξακολουθεῖ μὲ ἐντάσεις. Μέχρι ἄρχιζεν ἡ ἰσχὺς τοῦ νέου στήματος, τὸ τοῦ ρευστοῦ πάσης παραγωγῆς ἐκκεντρίζετο εἰς τὴν Ἀυστρίαν. — Ὑπεύθυνος τῆς Αὐστρίας Ἡ παροχή Ἀγγλικῆς πιστώσεως πρὸς τὴν Αὐστρίαν εἶνε ἀβεβαία μέχρι τοῦδε. Ἡ ἐκ μέρους ὅμως τῆς Τσεχοσλοβακίας παροχὴ πιστώσεως ἐπετεύχθη. Ὑπὲρ τῆς Αὐστρίας ἐκ δανείου ἐκ πεντακοσίων ἑκατομμυρίων Τσεχικῶν κορωνῶν. — Νέος ἀναθέτωνται καὶ πάλιν ὁ περίπατος Μπέλα—Κουν Εἰς τὴν Βουδαπέστην χθὲς διεσπάρη ἡ φήμη ὅτι ὁ Μπέλα—Κοὺν ἐπανῆλθεν εἰς τὴν Βιέννην. Βεβαιοῦται ὅτι εἰς τὴν Βουδαπέστην, ὅτι πρώην ἀρχηγὸς τῆς Κομμουνιστικῆς Δημοκρατίας ἔχει τὴν πρόθεσιν νὰ ἐπιτεθῇ. ΝΩΠΑ ΕΞΩΤΕΡΙΚΑ (Χθεσινοῦ Ταχυδρομείου) — Ἵδρυσις Διεθνοῦς Βουλγαρικῆς Τραπέζης ΣΟΦΙΑ. Εἰς ἐκτέλεσιν τοῦ προσφάτως δημοσιευθέντος νόμου, ἱδρύθη Ἑταιρία Ἐθνικοῦ ὑπὸ τὴν ἐπωνυμίαν Διεθνὴς Βουλγαρικὴ Τράπεζα ἢ Βουλγαρικὴ Ἐθνικὴ Τράπεζα. Ἡ Τράπεζα αὕτη θὰ ἀναλάβῃ τὴν πώλησιν τῶν ἐθνικῶν προϊόντων. — Ἡ Ἀμερικὴ νομισματικὴ κυκλοφορία ΛΟΝΔΙΝΟΝ. Ἐκ Βασιγγτῶνος ἀγγέλλεται ὅτι ἡ διεκπεραίωσις τοῦ Νομισματικοῦ Γραφείου τῶν Ἡνωμένων Πολιτειῶν ἐδημοσίευσε τὴν ἔκθεσιν αὐτοῦ ἐπὶ τῶν χρηματικῶν κυκλοφοριῶν τῆς χώρας ταύτης. Μέχρι τοῦ 1914 αἱ Ἡνωμέναι Πολιτεῖαι ἦσαν ὀφειλέται τῆς Εὐρώπης. Σήμερον εἶνε οἱ μεγαλείτεροι δανεισταί της. — Τὰ ὑπὸ τῆς Γερμανίας ἐφοπλισθέντα Ἀγγλικὰ σκάφη ΛΟΝΔΙΝΟΝ. Τὸ Ἀγγλικὸν σκάφος ἐδήλωσε διαμαρτυρίας περὶ τῆς πωλήσεως τῶν Γερμανικῶν σκαφῶν.: [640, 190, 810, 1060]
- classified-ad: ΕΝΟΙΚΙΑΖΕΤΑΙ ἀπαρτιμάν ἐξ δωματίων εἰς κεντρικώτατον σημεῖον τῆς πόλεως. Πληροφορίαι παρὰ τῷ Συνεταιρισμῷ «Ἅγιος Ἀνδρέας».: [818, 841, 1028, 911]
- dateline-bar: [60, 148, 1120, 178]
- subscription-row: Ἐτησία ........ Δραχ. 72: [64, 29, 259, 42]
- dateline-issue: Ἀριθμὸς 29: [1037, 156, 1114, 170]
- article-paragraph: ΛΟΝΔΙΝΟΝ. Ἐκ Βασιγγτῶνος ἀγγέλλεται ὅτι ἡ διεκπεραίωσις τοῦ Νομισματικοῦ Γραφείου τῶν Ἡνωμένων Πολιτειῶν ἐδημοσίευσε τὴν ἔκθεσιν αὐτοῦ ἐπὶ τῶν χρηματικῶν κυκλοφοριῶν τῆς χώρας ταύτης. Μέχρι τοῦ 1914 αἱ Ἡνωμέναι Πολιτεῖαι ἦσαν ὀφειλέται τῆς Εὐρώπης. Σήμερον εἶνε οἱ μεγαλείτεροι δανεισταί της.: [640, 811, 810, 966]
- headline: Η ΔΙΑΣΚΕΨΙΣ ΤΗΣ ΓΕΝΟΥΗΣ: [293, 258, 411, 287]
- section-heading: ΕΙΔΗΣΕΙΣ ΕΞ ΑΘΗΝΩΝ: [99, 196, 425, 229]
- headline: Η ΕΠΙΤΑΞΙΣ Ζ. ΧΑΡΕΩΣ—ΟΡΤΖΗΣ: [823, 319, 1023, 333]
- article-paragraph: Οἱ ἀναγνῶσται μας θὰ ἔχουν παρακολουθήσει βεβαίως τὰς ἀγῶνας ἀγωνίας, αἱ ὁποῖαι διεδραματίσθησαν κατὰ τὸν χρόνον εἰς τὴν Βιέννην, διὰ ὁ ὄχλος ἐπαναστατήσας λόγῳ τῆς ἀνεχείας τοῦ ὑπερτιμημένου βίου εἰς τοὺς ἐκεῖ διαμένοντας ξένους ἐπεβάλλετο.: [452, 854, 632, 980]
- subscription-row: Τρίμηνος ........ » 18: [64, 69, 259, 82]
- subscription-row: Ἑξάμηνος ........ » 36: [64, 49, 259, 62]
- subscriptions-domestic: [64, 6, 259, 86]
- article-paragraph: ὅρους αὐτῆς, χαρίζοντα τὴν Δωδεκάνησον εἰς τὴν Ἑλλάδα.: [452, 191, 632, 217]
- ideal-line: ΧΟΡΟΙ ΑΠΟΚΡΕΩ: [788, 1531, 997, 1556]
